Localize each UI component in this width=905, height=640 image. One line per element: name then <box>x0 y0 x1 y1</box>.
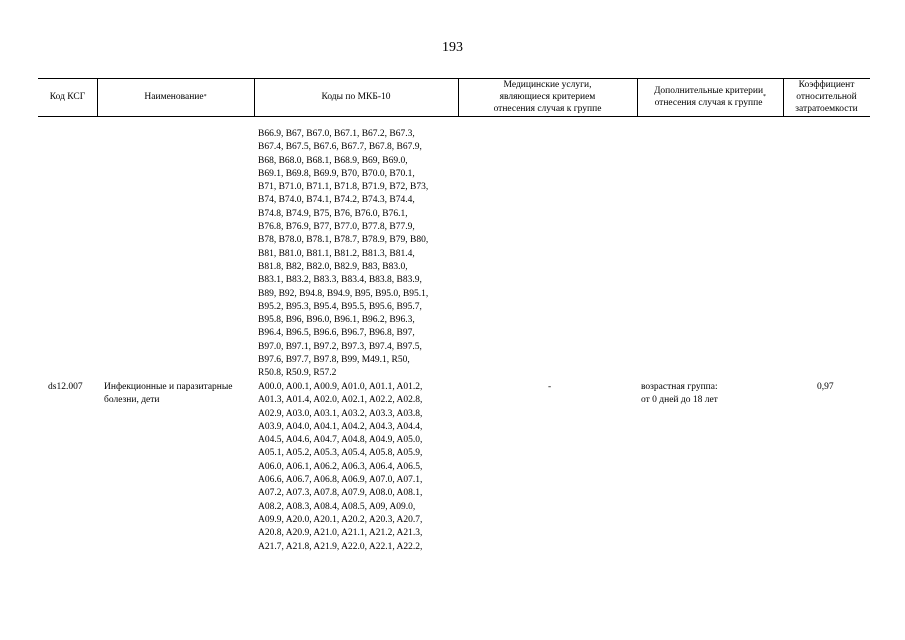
code-line: B68, B68.0, B68.1, B68.9, B69, B69.0, <box>258 155 408 166</box>
header-coefficient: Коэффициент относительной затратоемкости <box>795 80 858 114</box>
code-line: A06.6, A06.7, A06.8, A06.9, A07.0, A07.1, <box>258 475 423 486</box>
header-code: Код КСГ <box>49 92 86 102</box>
code-line: A03.9, A04.0, A04.1, A04.2, A04.3, A04.4, <box>258 421 423 432</box>
row-extra-criteria <box>641 381 718 408</box>
code-line: B71, B71.0, B71.1, B71.8, B71.9, B72, B73, <box>258 182 429 193</box>
code-line: A20.8, A20.9, A21.0, A21.1, A21.2, A21.3, <box>258 528 423 539</box>
row-extra-line: возрастная группа: <box>641 382 718 392</box>
code-line: B95.8, B96, B96.0, B96.1, B96.2, B96.3, <box>258 315 415 326</box>
row-name-line: болезни, дети <box>104 395 160 406</box>
code-line: B74, B74.0, B74.1, B74.2, B74.3, B74.4, <box>258 195 415 206</box>
header-mkb: Коды по МКБ-10 <box>321 92 391 102</box>
code-line: A04.5, A04.6, A04.7, A04.8, A04.9, A05.0, <box>258 435 423 446</box>
code-line: B78, B78.0, B78.1, B78.7, B78.9, B79, B80, <box>258 235 429 246</box>
code-line: A08.2, A08.3, A08.4, A08.5, A09, A09.0, <box>258 501 416 512</box>
code-line: B67.4, B67.5, B67.6, B67.7, B67.8, B67.9, <box>258 142 422 153</box>
code-line: A01.3, A01.4, A02.0, A02.1, A02.2, A02.8, <box>258 395 423 406</box>
code-line: B69.1, B69.8, B69.9, B70, B70.0, B70.1, <box>258 168 415 179</box>
code-line: A09.9, A20.0, A20.1, A20.2, A20.3, A20.7, <box>258 514 423 525</box>
code-line: B66.9, B67, B67.0, B67.1, B67.2, B67.3, <box>258 129 415 139</box>
code-line: B97.0, B97.1, B97.2, B97.3, B97.4, B97.5, <box>258 341 422 352</box>
row-name <box>104 381 232 408</box>
code-line: A21.7, A21.8, A21.9, A22.0, A22.1, A22.2, <box>258 541 423 552</box>
row-coefficient: 0,97 <box>817 382 834 392</box>
header-extra-criteria: Дополнительные критерии отнесения случая к группе * <box>653 86 767 108</box>
row-extra-line: от 0 дней до 18 лет <box>641 395 718 406</box>
code-line: B74.8, B74.9, B75, B76, B76.0, B76.1, <box>258 208 408 219</box>
table-header-bottom-border <box>38 116 870 117</box>
code-line: B96.4, B96.5, B96.6, B96.7, B96.8, B97, <box>258 328 415 339</box>
code-line: B76.8, B76.9, B77, B77.0, B77.8, B77.9, <box>258 222 415 233</box>
row-services: - <box>548 382 552 392</box>
row-name-line: Инфекционные и паразитарные <box>104 382 233 392</box>
code-line: B83.1, B83.2, B83.3, B83.4, B83.8, B83.9, <box>258 275 422 286</box>
code-line: B97.6, B97.7, B97.8, B99, M49.1, R50, <box>258 355 410 366</box>
code-line: A07.2, A07.3, A07.8, A07.9, A08.0, A08.1, <box>258 488 423 499</box>
page-number: 193 <box>442 40 463 55</box>
code-line: B95.2, B95.3, B95.4, B95.5, B95.6, B95.7, <box>258 301 422 312</box>
continued-codes-list <box>258 128 458 381</box>
code-line: A05.1, A05.2, A05.3, A05.4, A05.8, A05.9, <box>258 448 423 459</box>
code-line: B89, B92, B94.8, B94.9, B95, B95.0, B95.1, <box>258 288 429 299</box>
code-line: R50.8, R50.9, R57.2 <box>258 368 337 379</box>
row-codes-list <box>258 381 458 554</box>
code-line: A06.0, A06.1, A06.2, A06.3, A06.4, A06.5, <box>258 461 423 472</box>
row-code: ds12.007 <box>48 382 83 392</box>
code-line: A00.0, A00.1, A00.9, A01.0, A01.1, A01.2, <box>258 382 423 392</box>
header-services: Медицинские услуги, являющиеся критерием отнесения случая к группе <box>493 80 602 114</box>
code-line: B81.8, B82, B82.0, B82.9, B83, B83.0, <box>258 261 408 272</box>
code-line: A02.9, A03.0, A03.1, A03.2, A03.3, A03.8, <box>258 408 423 419</box>
header-name: Наименование * <box>144 92 207 102</box>
code-line: B81, B81.0, B81.1, B81.2, B81.3, B81.4, <box>258 248 415 259</box>
